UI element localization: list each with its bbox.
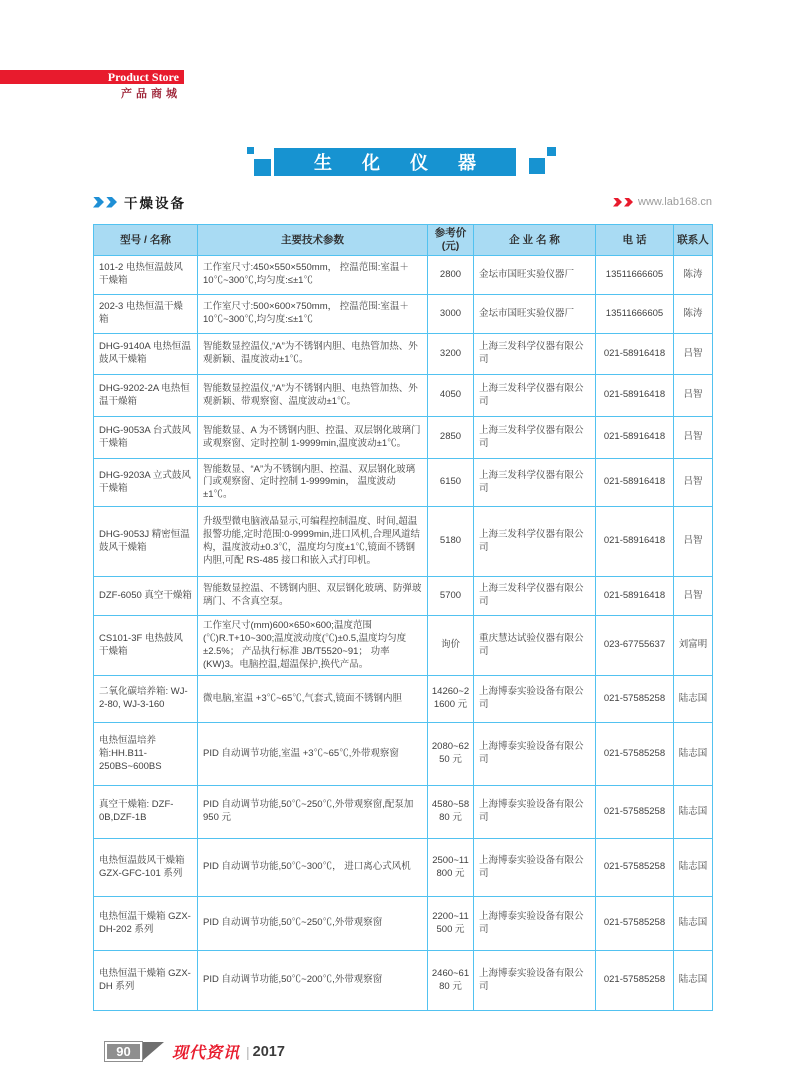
product-store-label: Product Store <box>107 69 179 84</box>
cell-model: 电热恒温培养箱:HH.B11-250BS~600BS <box>94 723 198 786</box>
cell-model: 电热恒温鼓风干燥箱 GZX-GFC-101 系列 <box>94 839 198 897</box>
table-row <box>94 786 713 839</box>
cell-phone: 021-57585258 <box>596 676 674 723</box>
cell-params: PID 自动调节功能,50℃~300℃， 进口离心式风机 <box>198 839 428 897</box>
cell-phone: 023-67755637 <box>596 616 674 676</box>
page-number-tail-icon <box>142 1042 164 1061</box>
table-row <box>94 577 713 616</box>
cell-company: 上海博泰实验设备有限公司 <box>474 839 596 897</box>
cell-model: DHG-9140A 电热恒温鼓风干燥箱 <box>94 334 198 375</box>
cell-price: 14260~21600 元 <box>428 676 474 723</box>
cell-contact: 陆志国 <box>674 786 713 839</box>
website-row <box>613 196 712 208</box>
cell-company: 上海三发科学仪器有限公司 <box>474 375 596 417</box>
cell-model: 真空干燥箱: DZF-0B,DZF-1B <box>94 786 198 839</box>
cell-contact: 陆志国 <box>674 951 713 1011</box>
table-header <box>94 225 713 256</box>
cell-params: 工作室尺寸(mm)600×650×600;温度范围(℃)R.T+10~300;温度波动度(℃)±0.5,温度均匀度±2.5%； 产品执行标准 JB/T5520~91； 功率(KW)3。电脑控温,超温保护,换代产品。 <box>198 616 428 676</box>
cell-price: 2800 <box>428 256 474 295</box>
col-header-phone: 电 话 <box>596 225 674 256</box>
cell-company: 上海博泰实验设备有限公司 <box>474 723 596 786</box>
cell-price: 4050 <box>428 375 474 417</box>
cell-phone: 021-58916418 <box>596 334 674 375</box>
cell-phone: 021-57585258 <box>596 951 674 1011</box>
col-header-price: 参考价(元) <box>428 225 474 256</box>
cell-contact: 陆志国 <box>674 723 713 786</box>
cell-contact: 吕智 <box>674 334 713 375</box>
cell-params: 智能数显、A 为不锈钢内胆、控温、双层钢化玻璃门或观察窗、定时控制 1-9999min,温度波动±1℃。 <box>198 417 428 459</box>
page-number: 90 <box>116 1044 131 1059</box>
cell-company: 上海三发科学仪器有限公司 <box>474 577 596 616</box>
cell-phone: 021-57585258 <box>596 897 674 951</box>
cell-model: DHG-9202-2A 电热恒温干燥箱 <box>94 375 198 417</box>
cell-params: 智能数显控温仪,“A”为不锈钢内胆、电热管加热、外观新颖、温度波动±1℃。 <box>198 334 428 375</box>
cell-contact: 吕智 <box>674 507 713 577</box>
cell-price: 2500~11800 元 <box>428 839 474 897</box>
footer-divider: | <box>246 1043 250 1060</box>
footer-year: 2017 <box>252 1043 285 1060</box>
cell-model: 电热恒温干燥箱 GZX-DH-202 系列 <box>94 897 198 951</box>
table-row <box>94 417 713 459</box>
cell-price: 2460~6180 元 <box>428 951 474 1011</box>
cell-params: PID 自动调节功能,室温 +3℃~65℃,外带观察窗 <box>198 723 428 786</box>
cell-company: 上海三发科学仪器有限公司 <box>474 507 596 577</box>
deco-square-icon <box>254 159 271 176</box>
cell-model: 101-2 电热恒温鼓风干燥箱 <box>94 256 198 295</box>
masthead-red-bar <box>0 70 184 84</box>
cell-phone: 13511666605 <box>596 295 674 334</box>
cell-phone: 021-58916418 <box>596 375 674 417</box>
cell-price: 3200 <box>428 334 474 375</box>
table-row <box>94 951 713 1011</box>
cell-contact: 吕智 <box>674 417 713 459</box>
cell-params: 智能数显、“A”为不锈钢内胆、控温、双层钢化玻璃门或观察窗、定时控制 1-9999min， 温度波动±1℃。 <box>198 459 428 507</box>
cell-phone: 021-58916418 <box>596 417 674 459</box>
col-header-params: 主要技术参数 <box>198 225 428 256</box>
cell-phone: 021-57585258 <box>596 786 674 839</box>
cell-params: PID 自动调节功能,50℃~250℃,外带观察窗 <box>198 897 428 951</box>
cell-price: 5700 <box>428 577 474 616</box>
cell-phone: 021-58916418 <box>596 507 674 577</box>
cell-model: DHG-9053J 精密恒温鼓风干燥箱 <box>94 507 198 577</box>
cell-phone: 021-57585258 <box>596 723 674 786</box>
cell-params: PID 自动调节功能,50℃~250℃,外带观察窗,配泵加 950 元 <box>198 786 428 839</box>
cell-params: 微电脑,室温 +3℃~65℃,气套式,镜面不锈钢内胆 <box>198 676 428 723</box>
cell-contact: 吕智 <box>674 375 713 417</box>
cell-contact: 陈涛 <box>674 256 713 295</box>
table-row <box>94 459 713 507</box>
cell-model: 二氧化碳培养箱: WJ-2-80, WJ-3-160 <box>94 676 198 723</box>
product-store-cn-label: 产品商城 <box>121 88 181 100</box>
table-row <box>94 334 713 375</box>
deco-square-icon <box>247 147 254 154</box>
cell-company: 金坛市国旺实验仪器厂 <box>474 295 596 334</box>
cell-price: 3000 <box>428 295 474 334</box>
cell-company: 上海博泰实验设备有限公司 <box>474 897 596 951</box>
table-row <box>94 256 713 295</box>
cell-company: 上海三发科学仪器有限公司 <box>474 334 596 375</box>
cell-phone: 13511666605 <box>596 256 674 295</box>
cell-contact: 吕智 <box>674 577 713 616</box>
cell-phone: 021-57585258 <box>596 839 674 897</box>
section-heading <box>93 192 186 212</box>
cell-contact: 陆志国 <box>674 676 713 723</box>
cell-price: 2080~6250 元 <box>428 723 474 786</box>
table-row <box>94 723 713 786</box>
table-row <box>94 507 713 577</box>
double-chevron-right-icon <box>613 198 633 207</box>
cell-contact: 吕智 <box>674 459 713 507</box>
section-heading-row <box>93 192 712 212</box>
section-title: 干燥设备 <box>124 196 186 211</box>
cell-model: DHG-9053A 台式鼓风干燥箱 <box>94 417 198 459</box>
table-row <box>94 616 713 676</box>
cell-company: 上海博泰实验设备有限公司 <box>474 786 596 839</box>
cell-price: 2200~11500 元 <box>428 897 474 951</box>
cell-model: CS101-3F 电热鼓风干燥箱 <box>94 616 198 676</box>
cell-contact: 刘富明 <box>674 616 713 676</box>
cell-phone: 021-58916418 <box>596 459 674 507</box>
cell-params: 工作室尺寸:500×600×750mm， 控温范围:室温＋10℃~300℃,均匀度:≤±1℃ <box>198 295 428 334</box>
table-body <box>94 256 713 1011</box>
website-url: www.lab168.cn <box>638 196 712 208</box>
page-footer <box>105 1040 285 1063</box>
category-banner-title: 生化仪器 <box>314 153 506 173</box>
col-header-model: 型号 / 名称 <box>94 225 198 256</box>
cell-params: 工作室尺寸:450×550×550mm， 控温范围:室温＋10℃~300℃,均匀度:≤±1℃ <box>198 256 428 295</box>
table-row <box>94 897 713 951</box>
cell-price: 2850 <box>428 417 474 459</box>
table-row <box>94 295 713 334</box>
table-row <box>94 676 713 723</box>
cell-params: 智能数显控温仪,“A”为不锈钢内胆、电热管加热、外观新颖、带观察窗、温度波动±1℃。 <box>198 375 428 417</box>
cell-company: 上海三发科学仪器有限公司 <box>474 417 596 459</box>
cell-price: 询价 <box>428 616 474 676</box>
cell-contact: 陈涛 <box>674 295 713 334</box>
double-chevron-right-icon <box>93 197 117 208</box>
category-banner <box>243 146 558 178</box>
deco-square-icon <box>529 158 545 174</box>
cell-price: 5180 <box>428 507 474 577</box>
col-header-contact: 联系人 <box>674 225 713 256</box>
cell-params: PID 自动调节功能,50℃~200℃,外带观察窗 <box>198 951 428 1011</box>
page-number-box <box>105 1042 142 1061</box>
cell-price: 4580~5880 元 <box>428 786 474 839</box>
cell-phone: 021-58916418 <box>596 577 674 616</box>
cell-params: 升级型微电脑液晶显示,可编程控制温度、时间,超温报警功能,定时范围:0-9999min,进口风机,合理风道结构，温度波动±0.3℃，温度均匀度±1℃,镜面不锈钢内胆,可配 RS-485 接口和嵌入式打印机。 <box>198 507 428 577</box>
table-row <box>94 839 713 897</box>
cell-company: 上海三发科学仪器有限公司 <box>474 459 596 507</box>
deco-square-icon <box>547 147 556 156</box>
magazine-name: 现代资讯 <box>172 1045 241 1062</box>
cell-model: 电热恒温干燥箱 GZX-DH 系列 <box>94 951 198 1011</box>
cell-contact: 陆志国 <box>674 839 713 897</box>
col-header-company: 企 业 名 称 <box>474 225 596 256</box>
cell-model: DHG-9203A 立式鼓风干燥箱 <box>94 459 198 507</box>
table-row <box>94 375 713 417</box>
cell-price: 6150 <box>428 459 474 507</box>
cell-company: 上海博泰实验设备有限公司 <box>474 951 596 1011</box>
cell-model: 202-3 电热恒温干燥箱 <box>94 295 198 334</box>
cell-company: 金坛市国旺实验仪器厂 <box>474 256 596 295</box>
cell-model: DZF-6050 真空干燥箱 <box>94 577 198 616</box>
cell-company: 重庆慧达试验仪器有限公司 <box>474 616 596 676</box>
product-table <box>93 224 713 1011</box>
cell-contact: 陆志国 <box>674 897 713 951</box>
cell-company: 上海博泰实验设备有限公司 <box>474 676 596 723</box>
category-banner-bar <box>274 148 516 176</box>
cell-params: 智能数显控温、不锈钢内胆、双层钢化玻璃、防弹玻璃门、不含真空泵。 <box>198 577 428 616</box>
